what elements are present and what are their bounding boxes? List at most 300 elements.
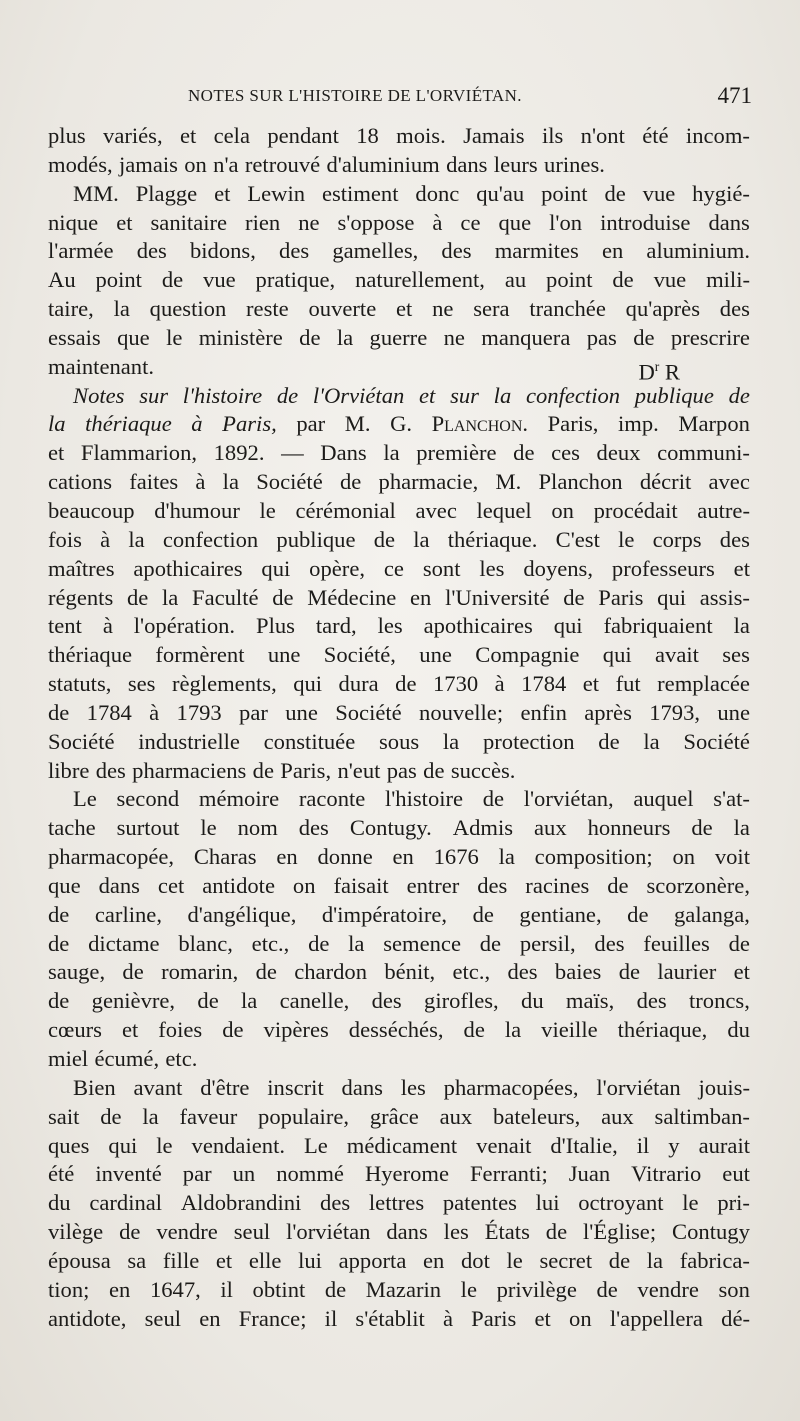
word: s'établit <box>355 1305 425 1331</box>
word: des <box>95 757 126 783</box>
word: 1793, <box>649 699 701 725</box>
word: des <box>636 988 667 1014</box>
word: saltimban- <box>654 1103 750 1129</box>
word: et <box>582 671 600 697</box>
word: Lewin <box>247 180 306 206</box>
word: M. <box>344 411 371 437</box>
word: la <box>643 728 660 754</box>
word: fille <box>162 1247 200 1273</box>
signature <box>638 353 680 385</box>
word: communi- <box>657 440 750 466</box>
closing-line <box>48 353 750 385</box>
word: le <box>200 815 217 841</box>
word: leurs <box>493 151 538 177</box>
word: secret <box>539 1247 593 1273</box>
word: des <box>320 1190 351 1216</box>
text-line <box>48 1218 750 1247</box>
word: sont <box>422 555 461 581</box>
word: scorzonère, <box>646 872 750 898</box>
word: qui <box>657 584 687 610</box>
word: ces <box>551 440 580 466</box>
word: carline, <box>94 901 162 927</box>
word: de <box>308 930 330 956</box>
word: ques <box>48 1132 90 1158</box>
word: la <box>733 613 750 639</box>
word: l'Église; <box>583 1219 657 1245</box>
text-line <box>48 612 750 641</box>
word: urines. <box>544 151 605 177</box>
word: foies <box>158 1017 203 1043</box>
word: vue <box>653 267 687 293</box>
word: thériaque <box>85 411 172 437</box>
word: et <box>733 555 750 581</box>
word: — <box>281 440 304 466</box>
word: nommé <box>276 1161 344 1187</box>
word: racines <box>525 872 590 898</box>
text-line <box>48 1074 750 1103</box>
author-name-wrap <box>432 410 528 439</box>
word: à <box>149 699 160 725</box>
word: jamais <box>118 151 178 177</box>
word: ne <box>432 296 454 322</box>
word: États <box>484 1219 530 1245</box>
word: des <box>507 959 538 985</box>
word: pratique, <box>255 267 336 293</box>
word: des <box>371 988 402 1014</box>
word: n'ont <box>580 123 625 148</box>
word: octroyant <box>578 1190 664 1216</box>
word: tranchée <box>529 296 606 322</box>
word: de <box>596 1276 618 1302</box>
word: publique <box>634 382 714 408</box>
word: vilège <box>48 1219 104 1245</box>
word: à <box>102 613 113 639</box>
word: les <box>479 555 505 581</box>
word: gamelles, <box>332 238 419 264</box>
word: miel <box>48 1046 89 1071</box>
word: prescrire <box>670 324 750 350</box>
word: faveur <box>179 1103 238 1129</box>
word: essais <box>48 324 101 350</box>
text-line <box>48 872 750 901</box>
word: en <box>423 1247 445 1273</box>
word: de <box>197 988 219 1014</box>
word: de <box>48 901 70 927</box>
word: des <box>719 296 750 322</box>
word: rien <box>245 209 281 235</box>
word: cations <box>48 469 112 495</box>
word: 1647, <box>149 1276 201 1302</box>
paragraph-p5 <box>48 1074 750 1334</box>
word: pas <box>386 757 417 783</box>
word: des <box>298 815 329 841</box>
word: de <box>395 671 417 697</box>
word: tion; <box>48 1276 90 1302</box>
word: voit <box>714 844 750 870</box>
word: thériaque <box>48 642 133 668</box>
word: professeurs <box>611 555 715 581</box>
word: la <box>128 526 145 552</box>
word: le <box>166 324 183 350</box>
word: et <box>121 1017 139 1043</box>
word: dura <box>338 671 379 697</box>
word: mois. <box>396 123 446 148</box>
word: hygié- <box>692 180 750 206</box>
word: MM. <box>73 180 119 206</box>
word: et <box>214 180 231 206</box>
word: beaucoup <box>48 497 135 523</box>
word: feuilles <box>643 930 710 956</box>
word: de <box>627 901 649 927</box>
word: on <box>551 497 574 523</box>
word: Contugy. <box>349 815 432 841</box>
word: de <box>339 469 362 495</box>
word: point <box>95 267 142 293</box>
word: troncs, <box>689 988 750 1014</box>
word: dictame <box>88 930 160 956</box>
text-line <box>48 209 750 238</box>
word: de <box>633 324 655 350</box>
word: apporta <box>338 1247 407 1273</box>
word: auquel <box>633 786 694 812</box>
text-line <box>48 584 750 613</box>
word: sur <box>450 382 479 408</box>
word: des <box>719 526 750 552</box>
word: de <box>255 959 277 985</box>
word: composition; <box>534 844 653 870</box>
word: Le <box>303 1132 328 1158</box>
word: 1676 <box>433 844 479 870</box>
word: Société <box>256 469 323 495</box>
word: la <box>161 584 179 610</box>
word: la <box>646 1247 664 1273</box>
text-line <box>48 757 750 786</box>
word: de <box>482 786 505 812</box>
word: semence <box>383 930 461 956</box>
word: taire, <box>48 296 94 322</box>
text-line <box>48 958 750 987</box>
word: 1730 <box>432 671 479 697</box>
word: tache <box>48 815 96 841</box>
word: Contugy <box>672 1219 750 1245</box>
word: sauge, <box>48 959 106 985</box>
word: la <box>493 382 512 408</box>
word: fut <box>615 671 641 697</box>
word: ministère <box>198 324 283 350</box>
word: cœurs <box>48 1017 102 1043</box>
paragraph-p3 <box>48 382 750 786</box>
word: Le <box>73 786 97 812</box>
text-line <box>48 1016 750 1045</box>
word: canelle, <box>279 988 350 1014</box>
word: le <box>259 497 276 523</box>
closing-text: maintenant. <box>48 353 155 379</box>
word: Compagnie <box>475 642 580 668</box>
word: d'impératoire, <box>321 901 448 927</box>
word: décrit <box>639 469 692 495</box>
word: donne <box>317 844 373 870</box>
word: donc <box>415 180 460 206</box>
word: Jamais <box>463 123 525 148</box>
word: de <box>373 526 396 552</box>
word: inscrit <box>267 1074 324 1100</box>
word: modés, <box>48 151 113 177</box>
word: obtint <box>252 1276 306 1302</box>
text-line <box>48 901 750 930</box>
word: sanitaire <box>150 209 228 235</box>
word: des <box>477 872 508 898</box>
word: ouverte <box>308 296 377 322</box>
word: bidons, <box>189 238 256 264</box>
word: ne <box>298 209 320 235</box>
word: une <box>267 642 301 668</box>
word: lequel <box>476 497 532 523</box>
word: des <box>136 238 167 264</box>
word: eut <box>722 1161 750 1187</box>
word: pharmacopées, <box>443 1074 579 1100</box>
word: dans <box>98 872 140 898</box>
word: raconte <box>298 786 366 812</box>
word: la <box>348 930 365 956</box>
word: en <box>199 1305 221 1331</box>
word: seul <box>144 1305 182 1331</box>
word: d'aluminium <box>326 151 440 177</box>
word: C'est <box>555 526 600 552</box>
text-line <box>48 497 750 526</box>
text-line <box>48 728 750 757</box>
text-line <box>48 382 750 411</box>
word: aux <box>439 1103 473 1129</box>
word: et <box>733 959 750 985</box>
word: après <box>584 699 632 725</box>
word: médicament <box>346 1132 458 1158</box>
word: inventé <box>95 1161 162 1187</box>
word: Ferranti; <box>469 1161 548 1187</box>
text-line <box>48 151 750 180</box>
word: mémoire <box>198 786 280 812</box>
word: qu'après <box>625 296 700 322</box>
word: ce <box>383 555 404 581</box>
word: lui <box>298 1247 322 1273</box>
word: et <box>215 1247 233 1273</box>
word: de <box>472 901 494 927</box>
text-line <box>48 1045 750 1074</box>
word: fabrica- <box>679 1247 750 1273</box>
word: vendre <box>637 1276 699 1302</box>
word: G. <box>390 411 413 437</box>
word: n'a <box>213 151 239 177</box>
word: publique <box>276 526 356 552</box>
word: l'orviétan <box>286 1219 371 1245</box>
word: de <box>728 382 750 408</box>
word: point <box>541 180 588 206</box>
word: pharmacie, <box>378 469 479 495</box>
word: baies <box>554 959 602 985</box>
word: point <box>546 267 593 293</box>
text-line <box>48 439 750 468</box>
word: etc., <box>452 959 491 985</box>
word: avec <box>708 469 750 495</box>
word: second <box>116 786 180 812</box>
word: Paris, <box>547 411 599 437</box>
word: du <box>727 1017 750 1043</box>
word: constituée <box>263 728 356 754</box>
word: de <box>222 1017 244 1043</box>
text-line <box>48 785 750 814</box>
word: n'eut <box>337 757 381 783</box>
word: France; <box>238 1305 307 1331</box>
punctuation: . <box>522 411 529 437</box>
word: Dans <box>320 440 367 466</box>
word: les <box>400 1074 426 1100</box>
word: variés, <box>103 123 163 148</box>
word: guerre <box>369 324 428 350</box>
author-name: Planchon <box>431 411 523 437</box>
word: Aldobrandini <box>180 1190 302 1216</box>
word: dans <box>446 151 488 177</box>
word: été <box>48 1161 75 1187</box>
word: en <box>601 238 624 264</box>
word: le <box>682 1190 699 1216</box>
word: d'angélique, <box>187 901 297 927</box>
word: thériaque, <box>617 1017 708 1043</box>
word: qui <box>602 642 632 668</box>
word: cérémonial <box>295 497 396 523</box>
word: ses <box>127 671 156 697</box>
word: l'Université <box>445 584 550 610</box>
word: vieille <box>541 1017 598 1043</box>
word: la <box>442 728 460 754</box>
word: de <box>276 382 299 408</box>
word: de <box>545 1219 568 1245</box>
word: les <box>443 1219 469 1245</box>
word: qui <box>553 613 583 639</box>
word: venait <box>476 1132 532 1158</box>
word: statuts, <box>48 671 112 697</box>
word: ses <box>722 642 750 668</box>
word: de <box>126 584 149 610</box>
word: patentes <box>442 1190 517 1216</box>
word: retrouvé <box>244 151 321 177</box>
word: et <box>534 1305 551 1331</box>
word: question <box>149 296 227 322</box>
word: au <box>504 267 527 293</box>
word: son <box>718 1276 750 1302</box>
word: s'at- <box>713 786 750 812</box>
text-line <box>48 987 750 1016</box>
text-line <box>48 930 750 959</box>
word: de <box>612 267 634 293</box>
word: l'opération. <box>133 613 236 639</box>
word: de <box>598 728 620 754</box>
word: que <box>498 209 532 235</box>
word: Société <box>48 728 115 754</box>
word: fois <box>48 526 82 552</box>
word: libre <box>48 757 90 783</box>
word: manquera <box>481 324 571 350</box>
word: gentiane, <box>519 901 602 927</box>
text-line <box>48 237 750 266</box>
text-line <box>48 814 750 843</box>
word: écumé, <box>94 1046 160 1071</box>
word: première <box>416 440 497 466</box>
word: à <box>432 209 443 235</box>
word: l'on <box>549 209 583 235</box>
word: pri- <box>717 1190 750 1216</box>
word: de <box>607 872 629 898</box>
word: nouvelle; <box>419 699 504 725</box>
word: d'être <box>200 1074 250 1100</box>
word: de <box>423 757 445 783</box>
word: on <box>292 872 316 898</box>
text-line <box>48 410 750 439</box>
word: faites <box>129 469 179 495</box>
word: 1784 <box>521 671 567 697</box>
text-line <box>48 526 750 555</box>
word: qui <box>261 555 291 581</box>
word: cela <box>213 123 250 148</box>
word: desséchés, <box>348 1017 444 1043</box>
word: été <box>642 123 669 148</box>
word: l'Orviétan <box>312 382 405 408</box>
word: 1793 <box>176 699 222 725</box>
word: surtout <box>116 815 180 841</box>
word: de <box>604 180 626 206</box>
word: de <box>728 930 750 956</box>
word: bénit, <box>384 959 436 985</box>
word: Hyerome <box>364 1161 450 1187</box>
word: Faculté <box>192 584 259 610</box>
word: pharmaciens <box>132 757 247 783</box>
word: Planchon <box>538 469 623 495</box>
word: règlements, <box>171 671 277 697</box>
word: l'histoire <box>384 786 464 812</box>
word: apothicaires <box>423 613 533 639</box>
word: confection <box>525 382 621 408</box>
word: Juan <box>568 1161 611 1187</box>
word: antidote <box>202 872 275 898</box>
word: 1784 <box>86 699 132 725</box>
text-line <box>48 295 750 324</box>
word: l'appellera <box>609 1305 703 1331</box>
word: de <box>618 959 641 985</box>
word: du <box>521 988 544 1014</box>
word: aux <box>534 815 567 841</box>
word: le <box>460 1276 477 1302</box>
word: dans <box>708 209 750 235</box>
word: pendant <box>267 123 339 148</box>
word: marmites <box>494 238 579 264</box>
word: vendre <box>156 1219 218 1245</box>
word: privilège <box>496 1276 577 1302</box>
text-line <box>48 266 750 295</box>
word: des <box>441 238 472 264</box>
word: la <box>113 296 130 322</box>
word: succès. <box>450 757 516 783</box>
word: en <box>276 844 298 870</box>
word: et <box>116 209 133 235</box>
word: la <box>336 324 354 350</box>
word: à <box>100 526 111 552</box>
word: bateleurs, <box>493 1103 581 1129</box>
word: l'orviétan <box>596 1074 681 1100</box>
word: 1892. <box>213 440 265 466</box>
word: à <box>191 411 203 437</box>
word: par <box>182 1161 212 1187</box>
word: et <box>48 440 65 466</box>
word: qui <box>293 671 323 697</box>
page-header <box>0 83 800 116</box>
